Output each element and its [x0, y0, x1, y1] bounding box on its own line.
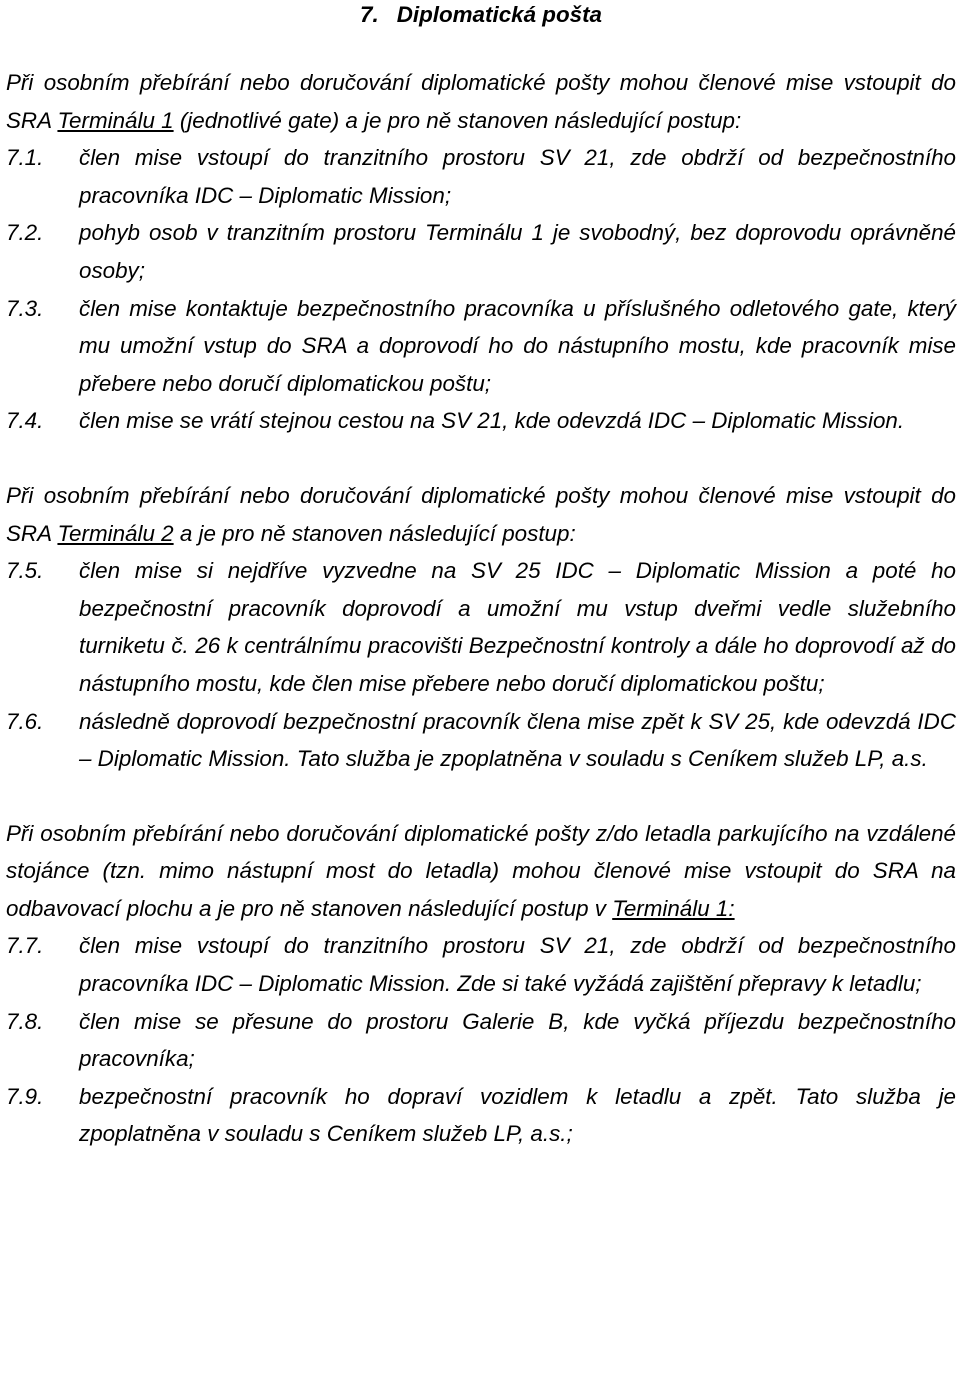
item-number: 7.1.	[6, 145, 44, 171]
item-number: 7.7.	[6, 933, 44, 959]
list-item	[6, 139, 956, 214]
item-number: 7.6.	[6, 708, 44, 734]
item-text: člen mise kontaktuje bezpečnostního pracovníka u příslušného odletového gate, který mu umožní vstup do SRA a doprovodí ho do nástupního mostu, kde pracovník mise přebere nebo doručí diplomatickou poštu;	[79, 295, 956, 396]
terminal-2-ref: Terminálu 2	[57, 520, 174, 546]
item-text: člen mise si nejdříve vyzvedne na SV 25 IDC – Diplomatic Mission a poté ho bezpečnostní pracovník doprovodí a umožní mu vstup dveřmi vedle služebního turniketu č. 26 k centrálnímu pracovišti Bezpečnostní kontroly a dále ho doprovodí až do nástupního mostu, kde člen mise přebere nebo doručí diplomatickou poštu;	[79, 558, 956, 696]
section2-intro: Při osobním přebírání nebo doručování diplomatické pošty mohou členové mise vstoupit do SRA Terminálu 2 a je pro ně stanoven následující postup:	[6, 482, 956, 546]
list-item	[6, 214, 956, 289]
item-text: člen mise se přesune do prostoru Galerie B, kde vyčká příjezdu bezpečnostního pracovníka;	[79, 1008, 956, 1072]
section1-intro: Při osobním přebírání nebo doručování diplomatické pošty mohou členové mise vstoupit do SRA Terminálu 1 (jednotlivé gate) a je pro ně stanoven následující postup:	[6, 70, 956, 133]
item-text: člen mise se vrátí stejnou cestou na SV 21, kde odevzdá IDC – Diplomatic Mission.	[79, 408, 905, 434]
list-item	[6, 1003, 956, 1078]
item-text: pohyb osob v tranzitním prostoru Terminálu 1 je svobodný, bez doprovodu oprávněné osoby;	[79, 220, 956, 283]
item-text: bezpečnostní pracovník ho dopraví vozidlem k letadlu a zpět. Tato služba je zpoplatněna v souladu s Ceníkem služeb LP, a.s.;	[79, 1083, 956, 1147]
item-text: člen mise vstoupí do tranzitního prostoru SV 21, zde obdrží od bezpečnostního pracovníka IDC – Diplomatic Mission;	[79, 145, 956, 208]
list-item	[6, 290, 956, 403]
item-text: člen mise vstoupí do tranzitního prostoru SV 21, zde obdrží od bezpečnostního pracovníka IDC – Diplomatic Mission. Zde si také vyžádá zajištění přepravy k letadlu;	[79, 933, 956, 997]
list-item	[6, 703, 956, 778]
heading-number: 7.	[360, 2, 379, 27]
item-number: 7.3.	[6, 295, 44, 321]
list-item	[6, 402, 956, 440]
list-item	[6, 1078, 956, 1153]
item-number: 7.9.	[6, 1083, 44, 1109]
terminal-1-ref: Terminálu 1:	[612, 895, 735, 921]
section3-intro: Při osobním přebírání nebo doručování diplomatické pošty z/do letadla parkujícího na vzdálené stojánce (tzn. mimo nástupní most do letadla) mohou členové mise vstoupit do SRA na odbavovací plochu a je pro ně stanoven následující postup v Terminálu 1:	[6, 820, 956, 921]
item-number: 7.4.	[6, 408, 44, 434]
terminal-1-ref: Terminálu 1	[57, 107, 174, 133]
item-text: následně doprovodí bezpečnostní pracovník člena mise zpět k SV 25, kde odevzdá IDC – Diplomatic Mission. Tato služba je zpoplatněna v souladu s Ceníkem služeb LP, a.s.	[79, 708, 956, 772]
page-title	[6, 0, 956, 30]
list-item	[6, 927, 956, 1002]
list-item	[6, 552, 956, 702]
item-number: 7.2.	[6, 220, 44, 246]
item-number: 7.8.	[6, 1008, 44, 1034]
item-number: 7.5.	[6, 558, 44, 584]
heading-title: Diplomatická pošta	[396, 2, 602, 27]
document-page	[6, 0, 956, 1153]
